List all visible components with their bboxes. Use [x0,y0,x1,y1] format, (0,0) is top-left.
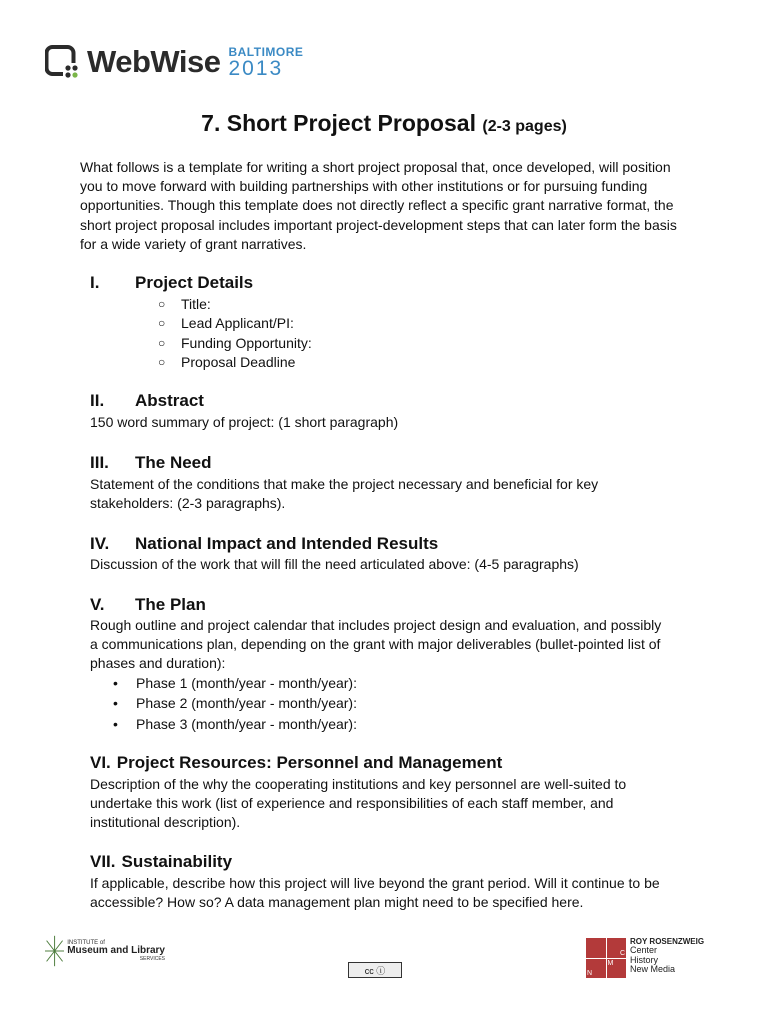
webwise-logo-icon [45,44,81,80]
list-item-text: Phase 3 (month/year - month/year): [136,715,357,732]
need-text: Statement of the conditions that make the project necessary and beneficial for key stakeholders: (2-3 paragraphs). [90,476,599,512]
list-item [158,353,312,372]
imls-sub: SERVICES [139,955,165,962]
section-title: National Impact and Intended Results [135,534,439,553]
circle-bullet-icon: ○ [158,297,166,311]
section-title: Project Details [135,273,254,292]
project-details-list [158,295,312,372]
sustainability-text: If applicable, describe how this project will live beyond the grant period. Will it continue to be accessible? How so? A data management plan might need to be specified here. [90,875,660,911]
section-number: V. [90,595,105,614]
section-number: III. [90,453,109,472]
impact-text: Discussion of the work that will fill the need articulated above: (4-5 paragraphs) [90,556,579,572]
list-item-text: Phase 1 (month/year - month/year): [136,675,357,691]
bullet-icon: • [113,715,118,732]
circle-bullet-icon: ○ [158,335,166,350]
section-title: Project Resources: Personnel and Management [116,753,503,772]
chnm-c: C [607,938,627,958]
page-title-suffix: (2-3 pages) [482,118,567,135]
abstract-text: 150 word summary of project: (1 short paragraph) [90,414,399,430]
list-item [158,295,312,314]
logo-event [228,46,303,79]
chnm-m: M [607,959,627,979]
logo-event-year: 2013 [228,56,284,80]
list-item [113,714,357,734]
circle-bullet-icon: ○ [158,354,166,369]
list-item [113,673,357,693]
page-title [0,110,768,137]
imls-logo [45,930,165,972]
section-title: Sustainability [121,852,233,871]
bullet-icon: • [113,695,118,712]
resources-text: Description of the why the cooperating institutions and key personnel are well-suited to undertake this work (list of experience and responsibilities of each staff member, and institutional description). [90,776,627,831]
section-heading-sustainability [90,852,232,872]
logo-text: WebWise [87,44,221,79]
section-number: VI. [90,753,111,772]
section-heading-the-need [90,453,212,473]
bullet-icon: • [113,675,118,691]
list-item [158,334,312,353]
imls-name: Museum and Library [67,945,165,957]
chnm-line3: History [630,954,659,965]
creative-commons-badge [348,962,402,978]
chnm-line1: ROY ROSENZWEIG [630,937,705,946]
list-item-text: Lead Applicant/PI: [181,315,294,332]
logo-event-city: BALTIMORE [228,44,304,59]
chnm-line2: Center [630,945,658,956]
section-heading-the-plan [90,595,206,615]
list-item [113,693,357,713]
cc-icon: cc ⓘ [364,965,386,976]
chnm-n: N [586,959,606,979]
intro-paragraph: What follows is a template for writing a short project proposal that, once developed, will position you to move forward with building partnerships with other institutions or for pursuing funding opportunities. Though this template does not directly reflect a specific grant narrative format, the short project proposal includes important project-development steps that can later form the basis for a wide variety of grant narratives. [80,159,677,252]
section-title: Abstract [135,391,204,410]
section-title: The Plan [135,595,206,614]
imls-top: INSTITUTE of [67,939,105,946]
imls-burst-icon [45,930,64,972]
chnm-line4: New Media [630,964,676,975]
list-item-text: Title: [181,296,211,312]
webwise-logo [45,40,303,84]
section-heading-national-impact [90,534,438,554]
chnm-logo [586,938,716,978]
section-heading-abstract [90,391,204,411]
section-heading-project-resources [90,753,502,773]
section-number: I. [90,273,100,292]
plan-phase-list [113,673,357,734]
plan-text: Rough outline and project calendar that includes project design and evaluation, and possibly a communications plan, depending on the grant with major deliverables (bullet-pointed list of phases and duration): [90,617,662,672]
section-heading-project-details [90,273,253,293]
list-item [158,314,312,333]
chnm-grid-icon [586,938,626,978]
section-number: VII. [90,852,116,871]
section-number: IV. [90,534,110,553]
list-item-text: Proposal Deadline [181,353,296,370]
section-title: The Need [135,453,212,472]
section-number: II. [90,391,105,410]
page-title-main: 7. Short Project Proposal [201,110,476,136]
list-item-text: Funding Opportunity: [181,334,312,351]
list-item-text: Phase 2 (month/year - month/year): [136,695,357,712]
circle-bullet-icon: ○ [158,316,166,331]
